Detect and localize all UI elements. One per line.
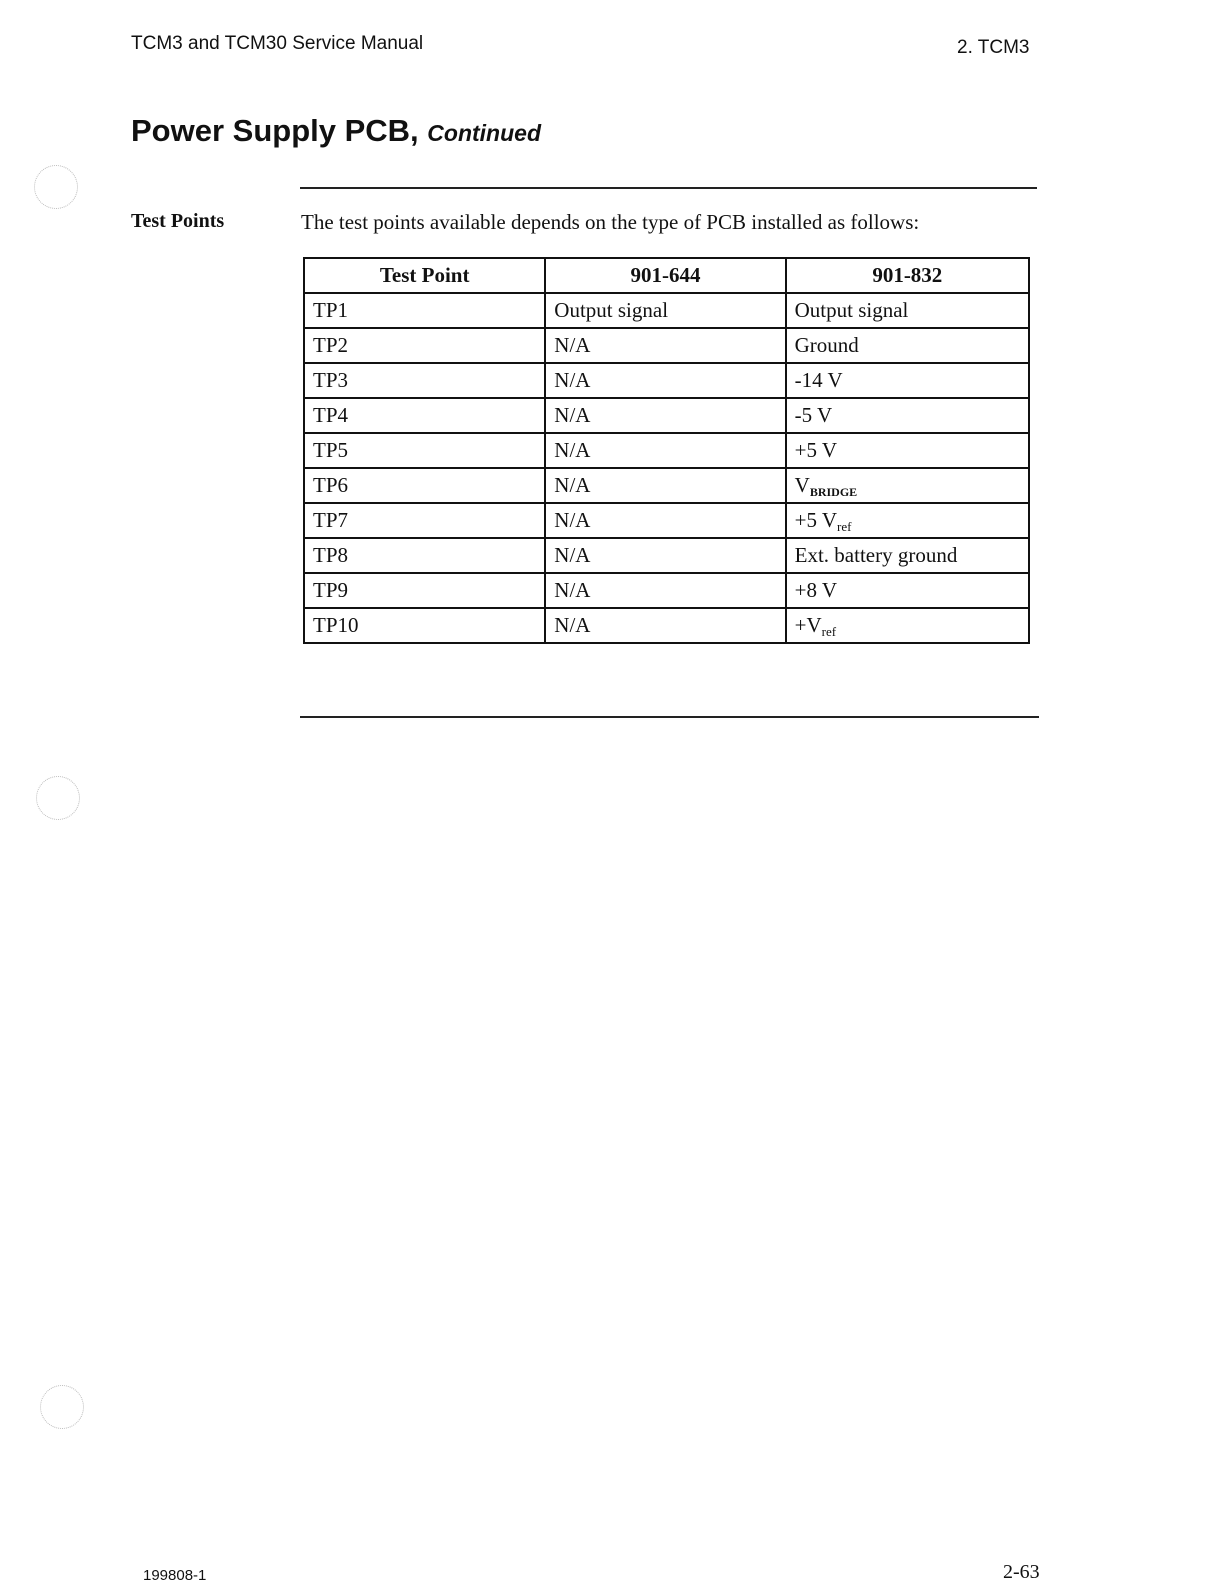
table-row xyxy=(304,608,1029,643)
pcb-901-644-cell: N/A xyxy=(545,363,785,398)
table-header-row xyxy=(304,258,1029,293)
test-point-cell: TP1 xyxy=(304,293,545,328)
footer-document-number: 199808-1 xyxy=(143,1567,207,1584)
pcb-901-644-cell: N/A xyxy=(545,433,785,468)
test-point-cell: TP7 xyxy=(304,503,545,538)
pcb-901-832-cell: +8 V xyxy=(786,573,1029,608)
pcb-901-644-cell: N/A xyxy=(545,468,785,503)
table-row xyxy=(304,468,1029,503)
pcb-901-832-cell: -14 V xyxy=(786,363,1029,398)
side-heading-test-points: Test Points xyxy=(131,210,225,232)
value-main: +V xyxy=(794,613,822,637)
test-point-cell: TP5 xyxy=(304,433,545,468)
pcb-901-644-cell: N/A xyxy=(545,608,785,643)
pcb-901-832-cell: Ext. battery ground xyxy=(786,538,1029,573)
test-point-cell: TP2 xyxy=(304,328,545,363)
pcb-901-644-cell: N/A xyxy=(545,573,785,608)
pcb-901-832-cell: Output signal xyxy=(786,293,1029,328)
binder-hole-mark xyxy=(36,776,80,820)
value-subscript: BRIDGE xyxy=(809,485,858,499)
pcb-901-644-cell: Output signal xyxy=(545,293,785,328)
pcb-901-644-cell: N/A xyxy=(545,398,785,433)
table-row xyxy=(304,398,1029,433)
continued-label: Continued xyxy=(427,120,541,146)
table-row xyxy=(304,328,1029,363)
pcb-901-644-cell: N/A xyxy=(545,503,785,538)
test-points-table xyxy=(303,257,1030,644)
test-point-cell: TP10 xyxy=(304,608,545,643)
table-row xyxy=(304,538,1029,573)
table-row xyxy=(304,503,1029,538)
intro-paragraph: The test points available depends on the type of PCB installed as follows: xyxy=(301,210,920,234)
bottom-divider xyxy=(300,716,1039,718)
table-row xyxy=(304,573,1029,608)
table-row xyxy=(304,293,1029,328)
column-header: 901-644 xyxy=(545,258,785,293)
binder-hole-mark xyxy=(40,1385,84,1429)
value-main: +5 V xyxy=(794,508,838,532)
pcb-901-832-cell xyxy=(786,608,1029,643)
pcb-901-832-cell xyxy=(786,468,1029,503)
pcb-901-644-cell: N/A xyxy=(545,538,785,573)
column-header: Test Point xyxy=(304,258,545,293)
header-manual-title: TCM3 and TCM30 Service Manual xyxy=(131,33,424,54)
test-point-cell: TP6 xyxy=(304,468,545,503)
test-point-cell: TP8 xyxy=(304,538,545,573)
value-subscript: ref xyxy=(821,624,837,639)
pcb-901-832-cell xyxy=(786,503,1029,538)
value-main: V xyxy=(794,473,810,497)
pcb-901-644-cell: N/A xyxy=(545,328,785,363)
pcb-901-832-cell: -5 V xyxy=(786,398,1029,433)
column-header: 901-832 xyxy=(786,258,1029,293)
test-point-cell: TP9 xyxy=(304,573,545,608)
header-chapter: 2. TCM3 xyxy=(957,37,1030,58)
value-subscript: ref xyxy=(837,519,852,534)
footer-page-number: 2-63 xyxy=(1003,1561,1040,1583)
test-point-cell: TP3 xyxy=(304,363,545,398)
page-title xyxy=(131,113,541,149)
test-point-cell: TP4 xyxy=(304,398,545,433)
table-row xyxy=(304,433,1029,468)
pcb-901-832-cell: Ground xyxy=(786,328,1029,363)
pcb-901-832-cell: +5 V xyxy=(786,433,1029,468)
binder-hole-mark xyxy=(34,165,78,209)
section-title: Power Supply PCB, xyxy=(131,113,419,148)
top-divider xyxy=(300,187,1037,189)
table-row xyxy=(304,363,1029,398)
